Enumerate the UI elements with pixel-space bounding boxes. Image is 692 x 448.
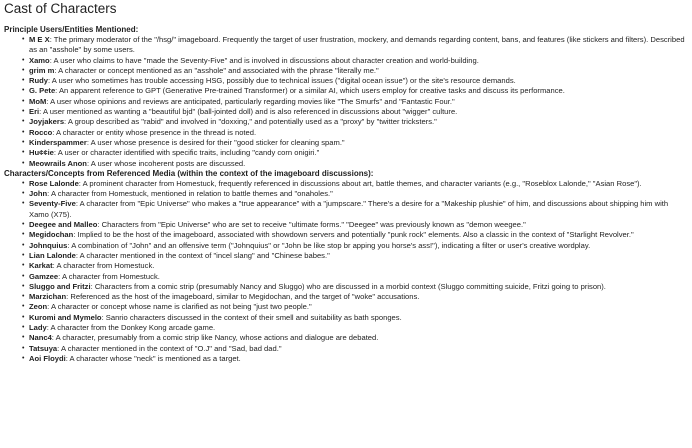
entry-term: G. Pete [29, 86, 56, 96]
entry-description: : A character, presumably from a comic strip like Nancy, whose actions and dialogue are debated. [51, 333, 379, 343]
list-item [22, 86, 689, 96]
document-title: Cast of Characters [4, 1, 117, 16]
bullet-icon: • [22, 324, 25, 332]
entry-description: : A character mentioned in the context of "O.J" and "Sad, bad dad." [57, 343, 282, 353]
bullet-icon: • [22, 262, 25, 270]
entry-description: : A character from "Epic Universe" who makes a "true appearance" with a "jumpscare." There's a desire for a "Makeship plushie" of him, and discussions about shipping him with Xamo (X75). [29, 199, 669, 219]
list-item [22, 117, 689, 127]
entry-description: : A combination of "John" and an offensive term ("Johnquius" or "John be like stop br apping you horse's ass!"), indicating a filter or user's creative wordplay. [67, 240, 591, 250]
entry-term: Rose Lalonde [29, 178, 79, 188]
bullet-icon: • [22, 200, 25, 208]
entry-term: Marzichan [29, 292, 67, 302]
list-item [22, 354, 689, 364]
list-item [22, 220, 689, 230]
list-item [22, 148, 689, 158]
bullet-icon: • [22, 66, 25, 74]
entry-term: Hu¢¢ie [29, 148, 54, 158]
list-item [22, 179, 689, 189]
list-item [22, 128, 689, 138]
entry-description: : Implied to be the host of the imageboard, associated with showdown servers and potentially "punk rock" elements. Also a classic in the context of "Starlight Revolver." [73, 230, 634, 240]
bullet-icon: • [22, 179, 25, 187]
list-item [22, 76, 689, 86]
entry-description: : A character mentioned in the context of "incel slang" and "Chinese babes." [75, 250, 330, 260]
entry-description: : A character from Homestuck. [58, 271, 160, 281]
entry-description: : A character from Homestuck. [52, 261, 155, 271]
list-item [22, 344, 689, 354]
list-item [22, 251, 689, 261]
section-heading: Principle Users/Entities Mentioned: [4, 25, 139, 34]
bullet-icon: • [22, 313, 25, 321]
entry-description: : A user mentioned as wanting a "beautiful bjd" (ball-jointed doll) and is also referenced in discussions about "wigger" culture. [39, 107, 458, 117]
entry-description: : A user who claims to have "made the Seventy-Five" and is involved in discussions about character creation and world-building. [49, 55, 479, 65]
entry-description: : A user whose presence is desired for their "good sticker for cleaning spam." [86, 137, 345, 147]
list-item [22, 313, 689, 323]
entry-term: John [29, 189, 48, 199]
entry-description: : An apparent reference to GPT (Generative Pre-trained Transformer) or a similar AI, which users employ for creative tasks and discuss its performance. [55, 86, 565, 96]
list-item [22, 35, 689, 56]
list-item [22, 97, 689, 107]
bullet-icon: • [22, 282, 25, 290]
entry-description: : A character from the Donkey Kong arcade game. [46, 323, 216, 333]
entry-term: Eri [29, 107, 40, 117]
bullet-icon: • [22, 251, 25, 259]
bullet-icon: • [22, 241, 25, 249]
list-item [22, 199, 689, 220]
list-item [22, 323, 689, 333]
entry-list [4, 179, 692, 364]
list-item [22, 292, 689, 302]
entry-term: Lady [29, 323, 47, 333]
list-item [22, 230, 689, 240]
bullet-icon: • [22, 293, 25, 301]
list-item [22, 261, 689, 271]
entry-term: Megidochan [29, 230, 74, 240]
entry-term: Kuromi and Mymelo [29, 312, 102, 322]
bullet-icon: • [22, 231, 25, 239]
entry-description: : A character from Homestuck, mentioned in relation to battle themes and "onaholes." [47, 189, 333, 199]
bullet-icon: • [22, 334, 25, 342]
bullet-icon: • [22, 221, 25, 229]
list-item [22, 159, 689, 169]
bullet-icon: • [22, 77, 25, 85]
list-item [22, 107, 689, 117]
bullet-icon: • [22, 108, 25, 116]
bullet-icon: • [22, 354, 25, 362]
section-heading: Characters/Concepts from Referenced Media (within the context of the imageboard discussions): [4, 168, 374, 178]
entry-description: : The primary moderator of the "/hsg/" imageboard. Frequently the target of user frustration, mockery, and demands regarding content, bans, and features (like stickers and filters). Described as an "asshole" by some users. [29, 35, 685, 55]
entry-term: Lian Lalonde [29, 250, 76, 260]
bullet-icon: • [22, 190, 25, 198]
entry-term: Tatsuya [29, 343, 58, 353]
bullet-icon: • [22, 87, 25, 95]
entry-term: Deegee and Malleo [29, 220, 98, 230]
entry-term: Joyjakers [29, 117, 65, 127]
entry-term: Zeon [29, 302, 48, 312]
bullet-icon: • [22, 118, 25, 126]
bullet-icon: • [22, 36, 25, 43]
entry-description: : A group described as "rabid" and involved in "doxxing," and potentially used as a "proxy" by "twitter tricksters." [64, 117, 437, 127]
bullet-icon: • [22, 138, 25, 146]
entry-description: : A character or entity whose presence in the thread is noted. [52, 127, 257, 137]
entry-term: Aoi Floydi [29, 353, 66, 363]
list-item [22, 272, 689, 282]
bullet-icon: • [22, 128, 25, 136]
list-item [22, 66, 689, 76]
list-item [22, 241, 689, 251]
entry-description: : A character or concept whose name is clarified as not being "just two people." [47, 302, 312, 312]
entry-term: Gamzee [29, 271, 59, 281]
entry-term: grim m [29, 65, 55, 75]
entry-term: Seventy-Five [29, 199, 76, 209]
entry-description: : A user or character identified with specific traits, including "candy corn onigiri." [53, 148, 320, 158]
bullet-icon: • [22, 159, 25, 167]
entry-term: Johnquius [29, 240, 68, 250]
entry-description: : A user whose opinions and reviews are anticipated, particularly regarding movies like "The Smurfs" and "Fantastic Four." [46, 96, 455, 106]
entry-term: Karkat [29, 261, 53, 271]
list-item [22, 302, 689, 312]
entry-term: M E X [29, 35, 50, 44]
entry-description: : A character whose "neck" is mentioned as a target. [65, 353, 241, 363]
bullet-icon: • [22, 344, 25, 352]
entry-description: : A prominent character from Homestuck, frequently referenced in discussions about art, battle themes, and character variants (e.g., "Roseblox Lalonde," "Asian Rose"). [78, 178, 642, 188]
entry-description: : Referenced as the host of the imageboard, similar to Megidochan, and the target of "woke" accusations. [66, 292, 420, 302]
list-item [22, 282, 689, 292]
bullet-icon: • [22, 303, 25, 311]
bullet-icon: • [22, 56, 25, 64]
entry-term: Xamo [29, 55, 50, 65]
entry-term: MoM [29, 96, 47, 106]
entry-term: Nanc4 [29, 333, 52, 343]
sections-container [4, 25, 692, 364]
list-item [22, 189, 689, 199]
entry-term: Rocco [29, 127, 53, 137]
bullet-icon: • [22, 97, 25, 105]
list-item [22, 56, 689, 66]
entry-description: : Characters from a comic strip (presumably Nancy and Sluggo) who are discussed in a morbid context (Sluggo committing suicide, Fritzi going to prison). [90, 281, 606, 291]
list-item [22, 333, 689, 343]
entry-term: Kinderspammer [29, 137, 87, 147]
entry-description: : Sanrio characters discussed in the context of their smell and suitability as bath sponges. [101, 312, 402, 322]
entry-description: : A character or concept mentioned as an "asshole" and associated with the phrase "literally me." [54, 65, 379, 75]
entry-description: : Characters from "Epic Universe" who are set to receive "ultimate forms." "Deegee" was previously known as "demon weegee." [97, 220, 526, 230]
document-page [0, 1, 692, 448]
entry-list [4, 35, 692, 169]
bullet-icon: • [22, 149, 25, 157]
entry-term: Rudy [29, 76, 48, 86]
entry-term: Sluggo and Fritzi [29, 281, 91, 291]
list-item [22, 138, 689, 148]
entry-description: : A user who sometimes has trouble accessing HSG, possibly due to technical issues ("digital ocean issue") or the site's resource demands. [47, 76, 516, 86]
entry-term: Meowrails Anon [29, 158, 87, 168]
entry-description: : A user whose incoherent posts are discussed. [86, 158, 246, 168]
bullet-icon: • [22, 272, 25, 280]
